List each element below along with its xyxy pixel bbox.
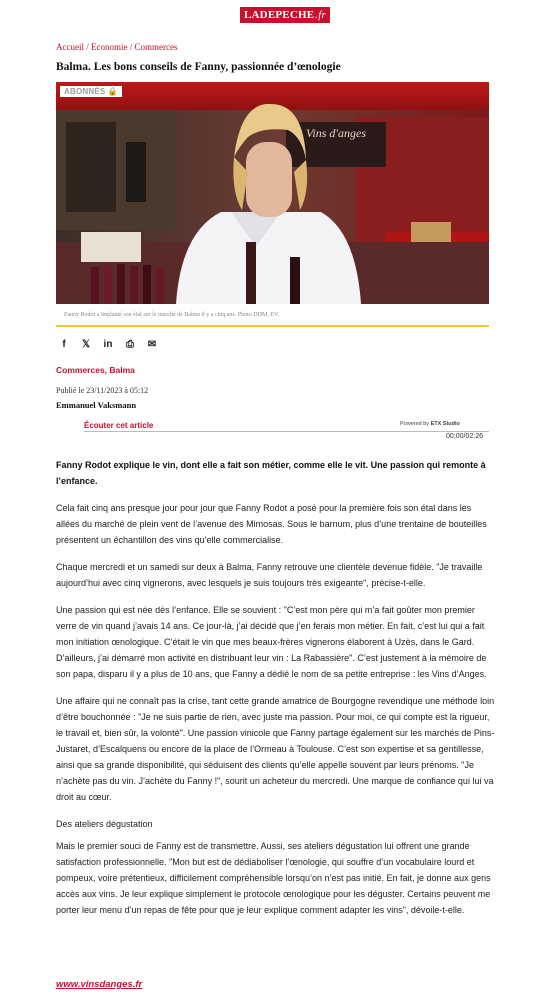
paragraph: Une affaire qui ne connaît pas la crise, tant cette grande amatrice de Bourgogne revendique une méthode loin d’être bouchonnée : "Je ne suis partie de rien, avec juste ma passion. Pour moi, ce qui compte est la rigueur, le travail et, bien sûr, la volonté". Une passion vinicole que Fanny partage également sur les marchés de Pins-Justaret, d’Escalquens ou encore de la place de l’Ormeau à Toulouse. C’est son expertise et sa gentillesse, ainsi que sa grande disponibilité, qui séduisent des clients qu’elle appelle souvent par leurs prénoms. "Je n’achète pas du vin. J’achète du Fanny !", sourit un acheteur du mercredi. Une marque de confiance qui lui va droit au cœur. bbox=[56, 696, 495, 802]
section-subheading: Des ateliers dégustation bbox=[56, 819, 153, 829]
article-photo bbox=[56, 82, 489, 304]
linkedin-icon[interactable]: in bbox=[103, 339, 113, 350]
website-link[interactable]: www.vinsdanges.fr bbox=[56, 979, 143, 990]
audio-powered-by bbox=[400, 421, 460, 427]
article-body bbox=[56, 457, 496, 929]
breadcrumb-home[interactable]: Accueil bbox=[56, 42, 84, 52]
x-icon[interactable]: 𝕏 bbox=[81, 339, 91, 350]
powered-prefix: Powered by bbox=[400, 421, 430, 427]
logo-text: LADEPECHE bbox=[244, 9, 315, 21]
logo-suffix: .fr bbox=[315, 9, 326, 21]
stand-sign: Vins d'anges bbox=[305, 126, 367, 140]
breadcrumb-economie[interactable]: Economie bbox=[91, 42, 128, 52]
lock-icon: 🔒 bbox=[107, 87, 119, 96]
accent-divider bbox=[56, 325, 489, 327]
breadcrumb-commerces[interactable]: Commerces bbox=[134, 42, 178, 52]
print-icon[interactable]: ⎙ bbox=[126, 339, 134, 350]
share-bar bbox=[58, 339, 158, 351]
facebook-icon[interactable]: f bbox=[62, 339, 66, 350]
site-logo[interactable] bbox=[240, 7, 330, 23]
article-rubric[interactable]: Commerces, Balma bbox=[56, 365, 135, 375]
powered-brand: ETX Studio bbox=[430, 421, 460, 427]
paragraph: Une passion qui est née dès l’enfance. Elle se souvient : "C’est mon père qui m’a fait goûter mon premier verre de vin quand j’avais 14 ans. Ce jour-là, j’ai décidé que j’en ferais mon métier. En fait, c’est lui qui a fait mon initiation œnologique. C’était le vin que mes beaux-frères vignerons élaborent à Uzès, dans le Gard. D’ailleurs, j’ai démarré mon activité en distribuant leur vin : La Rabassière". C’est justement à la mémoire de son papa, disparu il y a plus de 10 ans, que Fanny a dédié le nom de sa petite entreprise : les Vins d’Anges. bbox=[56, 605, 487, 679]
audio-time: 00:00/02:26 bbox=[446, 433, 483, 440]
mail-icon[interactable]: ✉ bbox=[147, 339, 157, 350]
breadcrumb bbox=[56, 42, 178, 52]
paragraph: Cela fait cinq ans presque jour pour jour que Fanny Rodot a posé pour la première fois son étal dans les allées du marché de plein vent de l’avenue des Mimosas. Sous le barnum, plus d’une trentaine de bouteilles présentent un échantillon des vins qu’elle commercialise. bbox=[56, 503, 487, 545]
publish-date: Publié le 23/11/2023 à 05:12 bbox=[56, 386, 149, 395]
article-lead: Fanny Rodot explique le vin, dont elle a fait son métier, comme elle le vit. Une passion qui remonte à l’enfance. bbox=[56, 460, 486, 486]
photo-caption: Fanny Rodot a implanté son étal sur le marché de Balma il y a cinq ans. Photo DDM, EV. bbox=[64, 312, 280, 318]
breadcrumb-separator: / bbox=[127, 42, 135, 52]
paragraph: Mais le premier souci de Fanny est de transmettre. Aussi, ses ateliers dégustation lui offrent une grande satisfaction professionnelle. "Mon but est de dédiaboliser l’œnologie, qui souffre d’un vocabulaire lourd et pompeux, voire prétentieux, difficilement compréhensible lorsqu’on n’est pas initié. En fait, je donne aux gens accès aux vins. Je leur explique simplement le protocole œnologique pour les déguster. Certains peuvent me porter leur menu d’un repas de fête pour que je leur explique comment adapter les vins", dévoile-t-elle. bbox=[56, 841, 491, 915]
article-title: Balma. Les bons conseils de Fanny, passionnée d’œnologie bbox=[56, 61, 341, 73]
market-stall-photo bbox=[56, 82, 489, 304]
subscriber-badge bbox=[60, 86, 122, 97]
audio-progress-bar[interactable] bbox=[84, 431, 489, 432]
breadcrumb-separator: / bbox=[83, 42, 91, 52]
author-name[interactable]: Emmanuel Vaksmann bbox=[56, 400, 137, 410]
subscriber-badge-label: ABONNÉS bbox=[64, 87, 106, 96]
listen-article-button[interactable]: Écouter cet article bbox=[84, 421, 154, 430]
paragraph: Chaque mercredi et un samedi sur deux à Balma, Fanny retrouve une clientèle devenue fidèle. "Je travaille aujourd’hui avec cinq vignerons, avec lesquels je suis toujours très exigeante", précise-t-elle. bbox=[56, 562, 483, 588]
